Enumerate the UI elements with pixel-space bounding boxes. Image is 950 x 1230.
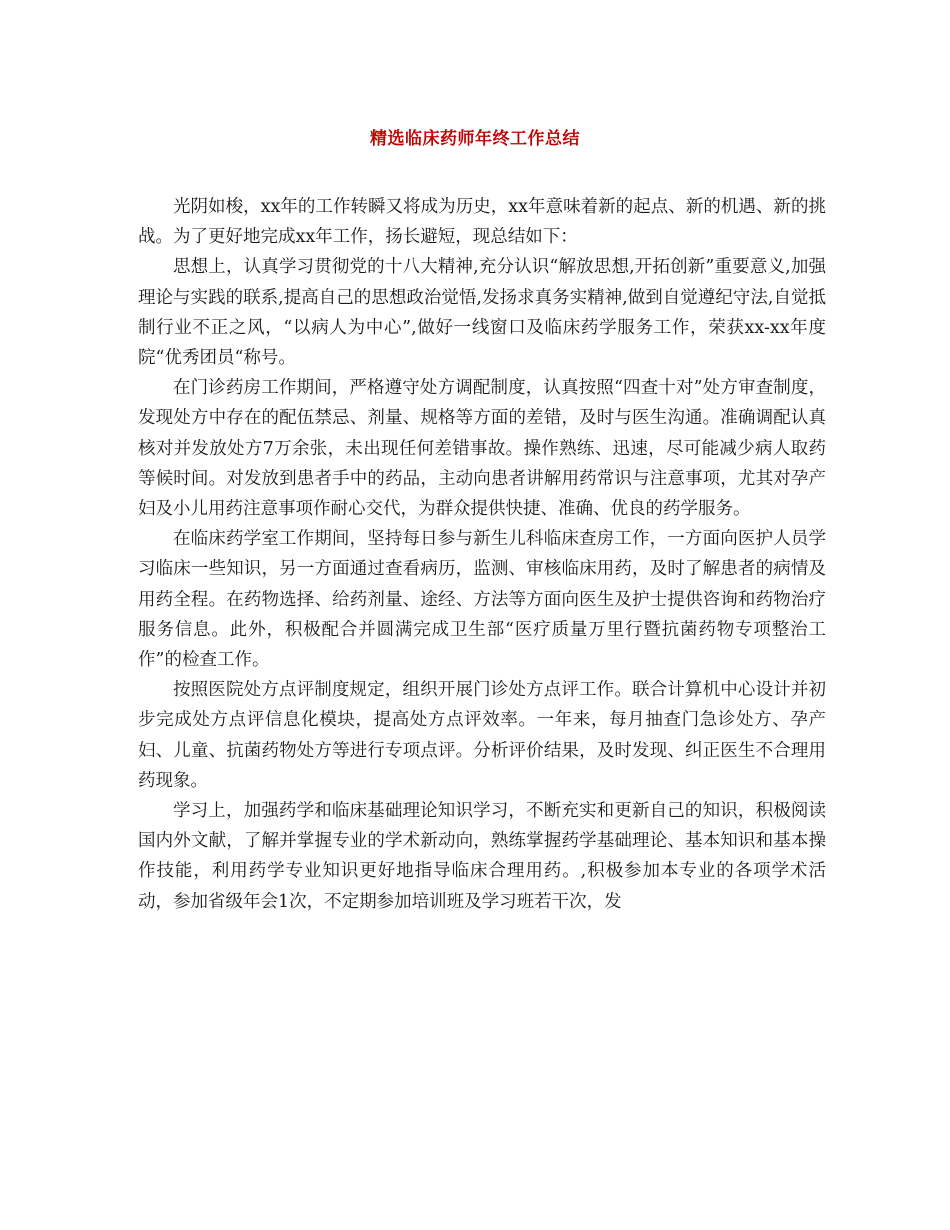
paragraph-study: 学习上，加强药学和临床基础理论知识学习，不断充实和更新自己的知识，积极阅读国内外文献，了解并掌握专业的学术新动向，熟练掌握药学基础理论、基本知识和基本操作技能，利用药学专业知识更好地指导临床合理用药。,积极参加本专业的各项学术活动，参加省级年会1次，不定期参加培训班及学习班若干次，发 — [138, 801, 826, 912]
document-title: 精选临床药师年终工作总结 — [370, 129, 580, 149]
paragraph-clinical-pharmacy: 在临床药学室工作期间，坚持每日参与新生儿科临床查房工作，一方面向医护人员学习临床一些知识，另一方面通过查看病历，监测、审核临床用药，及时了解患者的病情及用药全程。在药物选择、给药剂量、途经、方法等方面向医生及护士提供咨询和药物治疗服务信息。此外，积极配合并圆满完成卫生部“医疗质量万里行暨抗菌药物专项整治工作”的检查工作。 — [138, 529, 826, 671]
paragraph-outpatient-pharmacy: 在门诊药房工作期间，严格遵守处方调配制度，认真按照“四查十对”处方审查制度，发现处方中存在的配伍禁忌、剂量、规格等方面的差错，及时与医生沟通。准确调配认真核对并发放处方7万余张，未出现任何差错事故。操作熟练、迅速，尽可能减少病人取药等候时间。对发放到患者手中的药品，主动向患者讲解用药常识与注意事项，尤其对孕产妇及小儿用药注意事项作耐心交代，为群众提供快捷、准确、优良的药学服务。 — [138, 378, 826, 520]
paragraph-ideology: 思想上，认真学习贯彻党的十八大精神,充分认识“解放思想,开拓创新”重要意义,加强理论与实践的联系,提高自己的思想政治觉悟,发扬求真务实精神,做到自觉遵纪守法,自觉抵制行业不正之风，“以病人为中心”,做好一线窗口及临床药学服务工作，荣获xx-xx年度院“优秀团员“称号。 — [138, 257, 826, 369]
paragraph-prescription-review: 按照医院处方点评制度规定，组织开展门诊处方点评工作。联合计算机中心设计并初步完成处方点评信息化模块，提高处方点评效率。一年来，每月抽查门急诊处方、孕产妇、儿童、抗菌药物处方等进行专项点评。分析评价结果，及时发现、纠正医生不合理用药现象。 — [138, 680, 826, 791]
paragraph-intro: 光阴如梭，xx年的工作转瞬又将成为历史，xx年意味着新的起点、新的机遇、新的挑战。为了更好地完成xx年工作，扬长避短，现总结如下： — [138, 197, 826, 248]
document-body — [138, 192, 826, 917]
